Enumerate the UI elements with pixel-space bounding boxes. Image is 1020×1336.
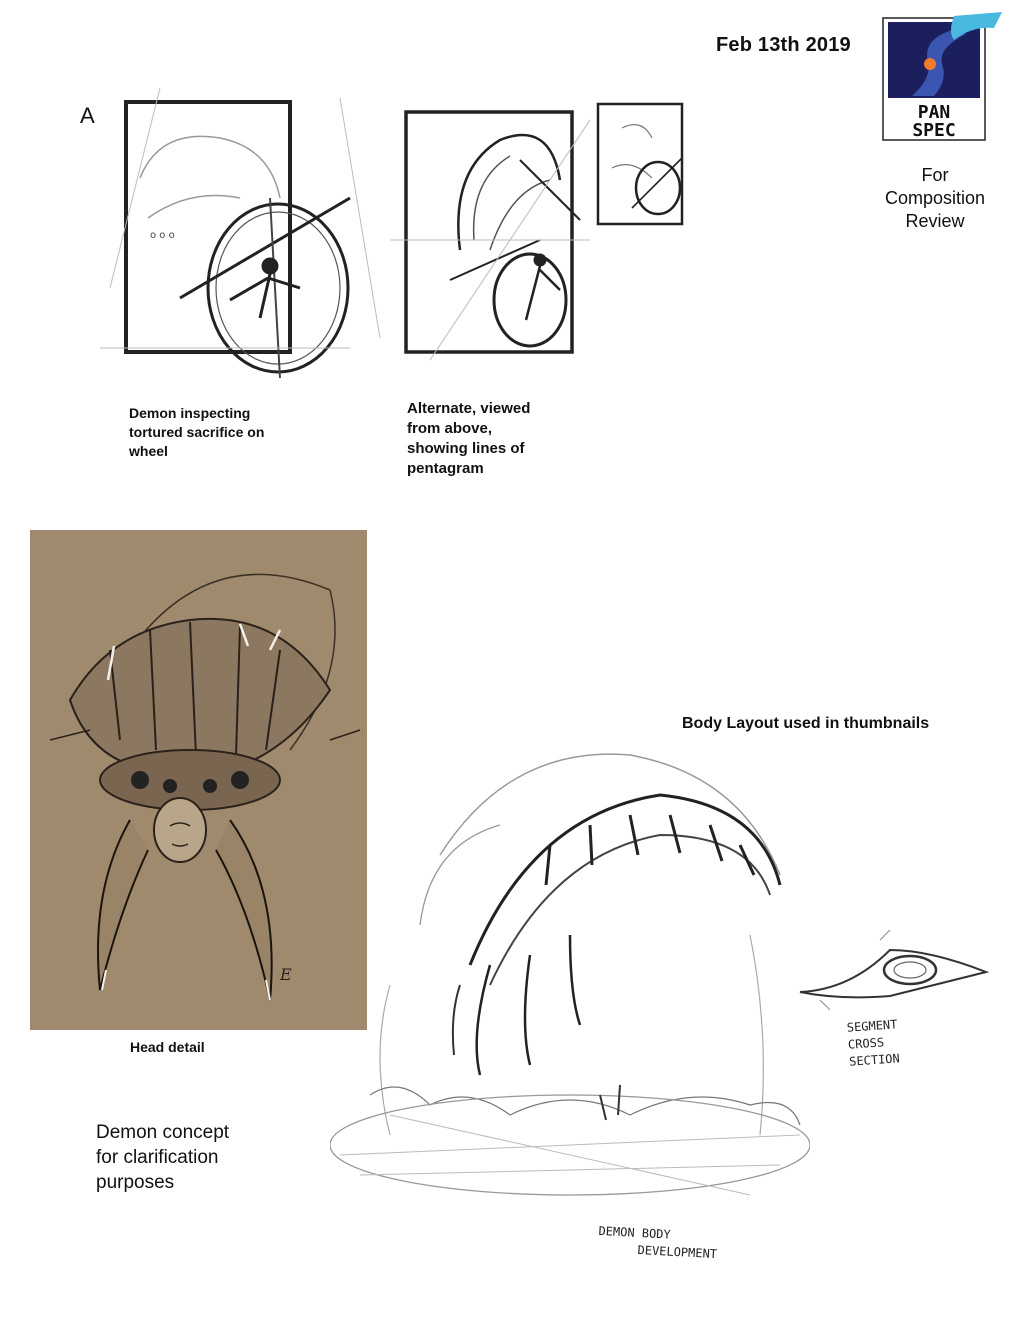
- handwritten-line: CROSS: [847, 1035, 885, 1052]
- body-layout-caption: Body Layout used in thumbnails: [682, 715, 930, 732]
- logo-text-bottom: SPEC: [912, 120, 956, 141]
- thumbnail-sketch-small: [592, 98, 688, 230]
- caption-line: tortured sacrifice on: [129, 424, 265, 440]
- caption-line: Demon inspecting: [129, 405, 251, 421]
- review-line: Review: [905, 211, 965, 231]
- segment-cross-section-sketch: [790, 930, 990, 1010]
- head-detail-drawing: [30, 530, 367, 1030]
- caption-line: Alternate, viewed: [407, 400, 531, 417]
- concept-line: for clarification: [96, 1147, 219, 1168]
- thumbnail-sketch-wheel: [100, 88, 390, 378]
- body-layout-sketch: [330, 735, 810, 1215]
- section-letter: A: [80, 103, 95, 128]
- handwritten-line: SEGMENT: [846, 1017, 898, 1035]
- caption-line: pentagram: [407, 460, 484, 477]
- review-line: Composition: [884, 188, 986, 208]
- panspec-logo: [882, 10, 986, 142]
- logo-text-top: PAN: [917, 102, 951, 123]
- handwritten-line: DEVELOPMENT: [637, 1242, 718, 1262]
- thumbnail-sketch-above: [390, 100, 600, 362]
- handwritten-line: SECTION: [848, 1051, 901, 1069]
- segment-cross-section-label: [846, 1016, 900, 1070]
- handwritten-line: DEMON BODY: [598, 1223, 672, 1242]
- concept-line: purposes: [96, 1172, 175, 1193]
- document-date: Feb 13th 2019: [716, 34, 851, 56]
- head-detail-caption: Head detail: [130, 1039, 205, 1055]
- caption-line: showing lines of: [407, 440, 525, 457]
- thumbnail-caption-above: [407, 399, 577, 479]
- review-note: [876, 164, 994, 233]
- concept-line: Demon concept: [96, 1122, 230, 1143]
- caption-line: wheel: [129, 443, 168, 459]
- svg-text:o o o: o o o: [150, 230, 175, 241]
- caption-line: from above,: [407, 420, 493, 437]
- demon-body-development-label: [597, 1223, 718, 1263]
- review-line: For: [921, 165, 949, 185]
- demon-concept-note: [96, 1120, 316, 1195]
- thumbnail-caption-wheel: [129, 404, 309, 461]
- svg-text:E: E: [280, 965, 292, 984]
